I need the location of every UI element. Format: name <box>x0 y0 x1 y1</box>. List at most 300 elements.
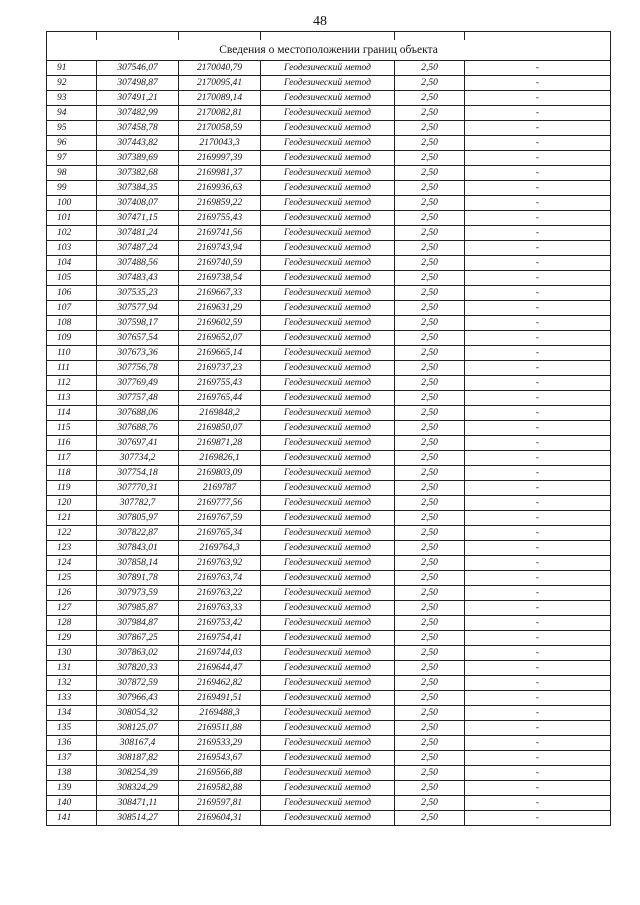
table-row <box>47 751 611 766</box>
method-cell: Геодезический метод <box>261 166 395 181</box>
y-coordinate-cell: 2169767,59 <box>179 511 261 526</box>
point-number-cell: 129 <box>47 631 97 646</box>
y-coordinate-cell: 2170058,59 <box>179 121 261 136</box>
x-coordinate-cell: 308054,32 <box>97 706 179 721</box>
description-cell: - <box>465 226 611 241</box>
y-coordinate-cell: 2169462,82 <box>179 676 261 691</box>
accuracy-cell: 2,50 <box>395 721 465 736</box>
method-cell: Геодезический метод <box>261 391 395 406</box>
accuracy-cell: 2,50 <box>395 301 465 316</box>
method-cell: Геодезический метод <box>261 91 395 106</box>
y-coordinate-cell: 2169859,22 <box>179 196 261 211</box>
x-coordinate-cell: 308254,39 <box>97 766 179 781</box>
x-coordinate-cell: 307770,31 <box>97 481 179 496</box>
point-number-cell: 94 <box>47 106 97 121</box>
table-row <box>47 121 611 136</box>
accuracy-cell: 2,50 <box>395 796 465 811</box>
y-coordinate-cell: 2169755,43 <box>179 376 261 391</box>
table-row <box>47 421 611 436</box>
point-number-cell: 91 <box>47 61 97 76</box>
accuracy-cell: 2,50 <box>395 661 465 676</box>
table-body <box>47 61 611 826</box>
y-coordinate-cell: 2169604,31 <box>179 811 261 826</box>
method-cell: Геодезический метод <box>261 646 395 661</box>
method-cell: Геодезический метод <box>261 781 395 796</box>
method-cell: Геодезический метод <box>261 751 395 766</box>
point-number-cell: 103 <box>47 241 97 256</box>
x-coordinate-cell: 307688,76 <box>97 421 179 436</box>
description-cell: - <box>465 421 611 436</box>
y-coordinate-cell: 2169744,03 <box>179 646 261 661</box>
accuracy-cell: 2,50 <box>395 781 465 796</box>
accuracy-cell: 2,50 <box>395 586 465 601</box>
table-row <box>47 286 611 301</box>
y-coordinate-cell: 2169602,59 <box>179 316 261 331</box>
x-coordinate-cell: 307498,87 <box>97 76 179 91</box>
point-number-cell: 140 <box>47 796 97 811</box>
description-cell: - <box>465 271 611 286</box>
method-cell: Геодезический метод <box>261 271 395 286</box>
x-coordinate-cell: 307483,43 <box>97 271 179 286</box>
point-number-cell: 101 <box>47 211 97 226</box>
y-coordinate-cell: 2169764,3 <box>179 541 261 556</box>
method-cell: Геодезический метод <box>261 421 395 436</box>
table-row <box>47 166 611 181</box>
x-coordinate-cell: 307973,59 <box>97 586 179 601</box>
page-number: 48 <box>313 14 327 29</box>
table-row <box>47 76 611 91</box>
x-coordinate-cell: 308324,29 <box>97 781 179 796</box>
accuracy-cell: 2,50 <box>395 646 465 661</box>
point-number-cell: 123 <box>47 541 97 556</box>
y-coordinate-cell: 2169740,59 <box>179 256 261 271</box>
table-row <box>47 601 611 616</box>
method-cell: Геодезический метод <box>261 601 395 616</box>
table-row <box>47 106 611 121</box>
point-number-cell: 133 <box>47 691 97 706</box>
description-cell: - <box>465 526 611 541</box>
table-row <box>47 721 611 736</box>
point-number-cell: 112 <box>47 376 97 391</box>
x-coordinate-cell: 307756,78 <box>97 361 179 376</box>
method-cell: Геодезический метод <box>261 301 395 316</box>
accuracy-cell: 2,50 <box>395 106 465 121</box>
method-cell: Геодезический метод <box>261 811 395 826</box>
accuracy-cell: 2,50 <box>395 136 465 151</box>
x-coordinate-cell: 307867,25 <box>97 631 179 646</box>
y-coordinate-cell: 2169743,94 <box>179 241 261 256</box>
table-row <box>47 256 611 271</box>
description-cell: - <box>465 691 611 706</box>
table-row <box>47 511 611 526</box>
y-coordinate-cell: 2169777,56 <box>179 496 261 511</box>
method-cell: Геодезический метод <box>261 796 395 811</box>
x-coordinate-cell: 307858,14 <box>97 556 179 571</box>
boundary-coordinates-table <box>46 31 611 826</box>
accuracy-cell: 2,50 <box>395 556 465 571</box>
method-cell: Геодезический метод <box>261 436 395 451</box>
point-number-cell: 122 <box>47 526 97 541</box>
accuracy-cell: 2,50 <box>395 406 465 421</box>
y-coordinate-cell: 2169848,2 <box>179 406 261 421</box>
point-number-cell: 130 <box>47 646 97 661</box>
description-cell: - <box>465 481 611 496</box>
y-coordinate-cell: 2169755,43 <box>179 211 261 226</box>
point-number-cell: 105 <box>47 271 97 286</box>
y-coordinate-cell: 2169763,92 <box>179 556 261 571</box>
x-coordinate-cell: 307872,59 <box>97 676 179 691</box>
description-cell: - <box>465 331 611 346</box>
x-coordinate-cell: 307488,56 <box>97 256 179 271</box>
method-cell: Геодезический метод <box>261 406 395 421</box>
description-cell: - <box>465 256 611 271</box>
description-cell: - <box>465 76 611 91</box>
accuracy-cell: 2,50 <box>395 271 465 286</box>
point-number-cell: 99 <box>47 181 97 196</box>
x-coordinate-cell: 307657,54 <box>97 331 179 346</box>
point-number-cell: 109 <box>47 331 97 346</box>
x-coordinate-cell: 307822,87 <box>97 526 179 541</box>
method-cell: Геодезический метод <box>261 361 395 376</box>
method-cell: Геодезический метод <box>261 706 395 721</box>
x-coordinate-cell: 307482,99 <box>97 106 179 121</box>
accuracy-cell: 2,50 <box>395 361 465 376</box>
description-cell: - <box>465 181 611 196</box>
point-number-cell: 107 <box>47 301 97 316</box>
point-number-cell: 98 <box>47 166 97 181</box>
accuracy-cell: 2,50 <box>395 166 465 181</box>
point-number-cell: 111 <box>47 361 97 376</box>
x-coordinate-cell: 308125,07 <box>97 721 179 736</box>
method-cell: Геодезический метод <box>261 586 395 601</box>
description-cell: - <box>465 241 611 256</box>
description-cell: - <box>465 631 611 646</box>
point-number-cell: 126 <box>47 586 97 601</box>
accuracy-cell: 2,50 <box>395 766 465 781</box>
method-cell: Геодезический метод <box>261 256 395 271</box>
table-row <box>47 241 611 256</box>
description-cell: - <box>465 601 611 616</box>
x-coordinate-cell: 307443,82 <box>97 136 179 151</box>
description-cell: - <box>465 586 611 601</box>
y-coordinate-cell: 2169936,63 <box>179 181 261 196</box>
point-number-cell: 114 <box>47 406 97 421</box>
accuracy-cell: 2,50 <box>395 151 465 166</box>
x-coordinate-cell: 307382,68 <box>97 166 179 181</box>
accuracy-cell: 2,50 <box>395 61 465 76</box>
method-cell: Геодезический метод <box>261 721 395 736</box>
table-row <box>47 706 611 721</box>
y-coordinate-cell: 2169826,1 <box>179 451 261 466</box>
accuracy-cell: 2,50 <box>395 526 465 541</box>
description-cell: - <box>465 721 611 736</box>
description-cell: - <box>465 496 611 511</box>
table-row <box>47 541 611 556</box>
table-row <box>47 226 611 241</box>
x-coordinate-cell: 307598,17 <box>97 316 179 331</box>
y-coordinate-cell: 2169543,67 <box>179 751 261 766</box>
table-row <box>47 796 611 811</box>
table-row <box>47 526 611 541</box>
accuracy-cell: 2,50 <box>395 421 465 436</box>
description-cell: - <box>465 61 611 76</box>
point-number-cell: 119 <box>47 481 97 496</box>
accuracy-cell: 2,50 <box>395 616 465 631</box>
table-row <box>47 811 611 826</box>
method-cell: Геодезический метод <box>261 196 395 211</box>
y-coordinate-cell: 2169765,44 <box>179 391 261 406</box>
x-coordinate-cell: 307782,7 <box>97 496 179 511</box>
accuracy-cell: 2,50 <box>395 331 465 346</box>
table-caption: Сведения о местоположении границ объекта <box>47 40 611 61</box>
accuracy-cell: 2,50 <box>395 376 465 391</box>
y-coordinate-cell: 2169741,56 <box>179 226 261 241</box>
table-row <box>47 301 611 316</box>
y-coordinate-cell: 2169667,33 <box>179 286 261 301</box>
table-row <box>47 466 611 481</box>
accuracy-cell: 2,50 <box>395 751 465 766</box>
description-cell: - <box>465 121 611 136</box>
table-row <box>47 91 611 106</box>
point-number-cell: 137 <box>47 751 97 766</box>
table-row <box>47 61 611 76</box>
method-cell: Геодезический метод <box>261 616 395 631</box>
method-cell: Геодезический метод <box>261 481 395 496</box>
accuracy-cell: 2,50 <box>395 511 465 526</box>
x-coordinate-cell: 307843,01 <box>97 541 179 556</box>
x-coordinate-cell: 307546,07 <box>97 61 179 76</box>
y-coordinate-cell: 2169488,3 <box>179 706 261 721</box>
x-coordinate-cell: 308187,82 <box>97 751 179 766</box>
x-coordinate-cell: 307491,21 <box>97 91 179 106</box>
description-cell: - <box>465 556 611 571</box>
y-coordinate-cell: 2170043,3 <box>179 136 261 151</box>
method-cell: Геодезический метод <box>261 286 395 301</box>
point-number-cell: 132 <box>47 676 97 691</box>
table-row <box>47 481 611 496</box>
y-coordinate-cell: 2169850,07 <box>179 421 261 436</box>
point-number-cell: 124 <box>47 556 97 571</box>
x-coordinate-cell: 307754,18 <box>97 466 179 481</box>
table-row <box>47 676 611 691</box>
x-coordinate-cell: 307471,15 <box>97 211 179 226</box>
x-coordinate-cell: 307734,2 <box>97 451 179 466</box>
accuracy-cell: 2,50 <box>395 121 465 136</box>
x-coordinate-cell: 307535,23 <box>97 286 179 301</box>
y-coordinate-cell: 2169803,09 <box>179 466 261 481</box>
y-coordinate-cell: 2169763,22 <box>179 586 261 601</box>
table-row <box>47 211 611 226</box>
table-row <box>47 376 611 391</box>
x-coordinate-cell: 307384,35 <box>97 181 179 196</box>
method-cell: Геодезический метод <box>261 511 395 526</box>
x-coordinate-cell: 307985,87 <box>97 601 179 616</box>
table-row <box>47 331 611 346</box>
point-number-cell: 135 <box>47 721 97 736</box>
method-cell: Геодезический метод <box>261 556 395 571</box>
point-number-cell: 110 <box>47 346 97 361</box>
point-number-cell: 116 <box>47 436 97 451</box>
method-cell: Геодезический метод <box>261 241 395 256</box>
point-number-cell: 95 <box>47 121 97 136</box>
description-cell: - <box>465 811 611 826</box>
y-coordinate-cell: 2169533,29 <box>179 736 261 751</box>
point-number-cell: 100 <box>47 196 97 211</box>
table-top-spacer-row <box>47 32 611 41</box>
x-coordinate-cell: 307577,94 <box>97 301 179 316</box>
accuracy-cell: 2,50 <box>395 676 465 691</box>
accuracy-cell: 2,50 <box>395 601 465 616</box>
accuracy-cell: 2,50 <box>395 811 465 826</box>
table-row <box>47 781 611 796</box>
table-row <box>47 631 611 646</box>
x-coordinate-cell: 307458,78 <box>97 121 179 136</box>
table-row <box>47 736 611 751</box>
description-cell: - <box>465 361 611 376</box>
method-cell: Геодезический метод <box>261 526 395 541</box>
description-cell: - <box>465 316 611 331</box>
accuracy-cell: 2,50 <box>395 496 465 511</box>
y-coordinate-cell: 2169511,88 <box>179 721 261 736</box>
method-cell: Геодезический метод <box>261 181 395 196</box>
point-number-cell: 125 <box>47 571 97 586</box>
table-row <box>47 316 611 331</box>
y-coordinate-cell: 2169871,28 <box>179 436 261 451</box>
description-cell: - <box>465 706 611 721</box>
description-cell: - <box>465 106 611 121</box>
description-cell: - <box>465 406 611 421</box>
description-cell: - <box>465 451 611 466</box>
point-number-cell: 128 <box>47 616 97 631</box>
description-cell: - <box>465 736 611 751</box>
x-coordinate-cell: 307481,24 <box>97 226 179 241</box>
method-cell: Геодезический метод <box>261 736 395 751</box>
accuracy-cell: 2,50 <box>395 436 465 451</box>
y-coordinate-cell: 2169631,29 <box>179 301 261 316</box>
table-row <box>47 646 611 661</box>
table-row <box>47 586 611 601</box>
table-row <box>47 436 611 451</box>
description-cell: - <box>465 196 611 211</box>
y-coordinate-cell: 2169665,14 <box>179 346 261 361</box>
table-row <box>47 661 611 676</box>
description-cell: - <box>465 286 611 301</box>
method-cell: Геодезический метод <box>261 466 395 481</box>
accuracy-cell: 2,50 <box>395 256 465 271</box>
point-number-cell: 106 <box>47 286 97 301</box>
accuracy-cell: 2,50 <box>395 466 465 481</box>
method-cell: Геодезический метод <box>261 331 395 346</box>
x-coordinate-cell: 307697,41 <box>97 436 179 451</box>
accuracy-cell: 2,50 <box>395 691 465 706</box>
y-coordinate-cell: 2169763,33 <box>179 601 261 616</box>
y-coordinate-cell: 2169566,88 <box>179 766 261 781</box>
accuracy-cell: 2,50 <box>395 391 465 406</box>
description-cell: - <box>465 796 611 811</box>
point-number-cell: 141 <box>47 811 97 826</box>
description-cell: - <box>465 541 611 556</box>
method-cell: Геодезический метод <box>261 676 395 691</box>
y-coordinate-cell: 2169644,47 <box>179 661 261 676</box>
accuracy-cell: 2,50 <box>395 631 465 646</box>
table-row <box>47 496 611 511</box>
x-coordinate-cell: 307688,06 <box>97 406 179 421</box>
accuracy-cell: 2,50 <box>395 346 465 361</box>
method-cell: Геодезический метод <box>261 136 395 151</box>
y-coordinate-cell: 2169754,41 <box>179 631 261 646</box>
method-cell: Геодезический метод <box>261 121 395 136</box>
y-coordinate-cell: 2169753,42 <box>179 616 261 631</box>
table-row <box>47 181 611 196</box>
description-cell: - <box>465 766 611 781</box>
method-cell: Геодезический метод <box>261 316 395 331</box>
y-coordinate-cell: 2170040,79 <box>179 61 261 76</box>
accuracy-cell: 2,50 <box>395 76 465 91</box>
accuracy-cell: 2,50 <box>395 736 465 751</box>
table-row <box>47 136 611 151</box>
y-coordinate-cell: 2169597,81 <box>179 796 261 811</box>
description-cell: - <box>465 466 611 481</box>
y-coordinate-cell: 2169763,74 <box>179 571 261 586</box>
method-cell: Геодезический метод <box>261 226 395 241</box>
method-cell: Геодезический метод <box>261 451 395 466</box>
y-coordinate-cell: 2169738,54 <box>179 271 261 286</box>
point-number-cell: 134 <box>47 706 97 721</box>
point-number-cell: 117 <box>47 451 97 466</box>
x-coordinate-cell: 308167,4 <box>97 736 179 751</box>
table-row <box>47 151 611 166</box>
x-coordinate-cell: 307757,48 <box>97 391 179 406</box>
x-coordinate-cell: 307863,02 <box>97 646 179 661</box>
method-cell: Геодезический метод <box>261 631 395 646</box>
x-coordinate-cell: 307408,07 <box>97 196 179 211</box>
method-cell: Геодезический метод <box>261 496 395 511</box>
y-coordinate-cell: 2169981,37 <box>179 166 261 181</box>
point-number-cell: 92 <box>47 76 97 91</box>
y-coordinate-cell: 2170082,81 <box>179 106 261 121</box>
x-coordinate-cell: 308514,27 <box>97 811 179 826</box>
description-cell: - <box>465 661 611 676</box>
table-row <box>47 391 611 406</box>
description-cell: - <box>465 211 611 226</box>
accuracy-cell: 2,50 <box>395 181 465 196</box>
accuracy-cell: 2,50 <box>395 451 465 466</box>
accuracy-cell: 2,50 <box>395 226 465 241</box>
accuracy-cell: 2,50 <box>395 196 465 211</box>
description-cell: - <box>465 346 611 361</box>
accuracy-cell: 2,50 <box>395 571 465 586</box>
point-number-cell: 97 <box>47 151 97 166</box>
y-coordinate-cell: 2169787 <box>179 481 261 496</box>
table-row <box>47 616 611 631</box>
point-number-cell: 113 <box>47 391 97 406</box>
method-cell: Геодезический метод <box>261 766 395 781</box>
description-cell: - <box>465 436 611 451</box>
description-cell: - <box>465 781 611 796</box>
x-coordinate-cell: 308471,11 <box>97 796 179 811</box>
table-row <box>47 406 611 421</box>
point-number-cell: 93 <box>47 91 97 106</box>
point-number-cell: 118 <box>47 466 97 481</box>
description-cell: - <box>465 391 611 406</box>
method-cell: Геодезический метод <box>261 76 395 91</box>
y-coordinate-cell: 2169737,23 <box>179 361 261 376</box>
description-cell: - <box>465 376 611 391</box>
accuracy-cell: 2,50 <box>395 241 465 256</box>
point-number-cell: 127 <box>47 601 97 616</box>
accuracy-cell: 2,50 <box>395 541 465 556</box>
y-coordinate-cell: 2169765,34 <box>179 526 261 541</box>
